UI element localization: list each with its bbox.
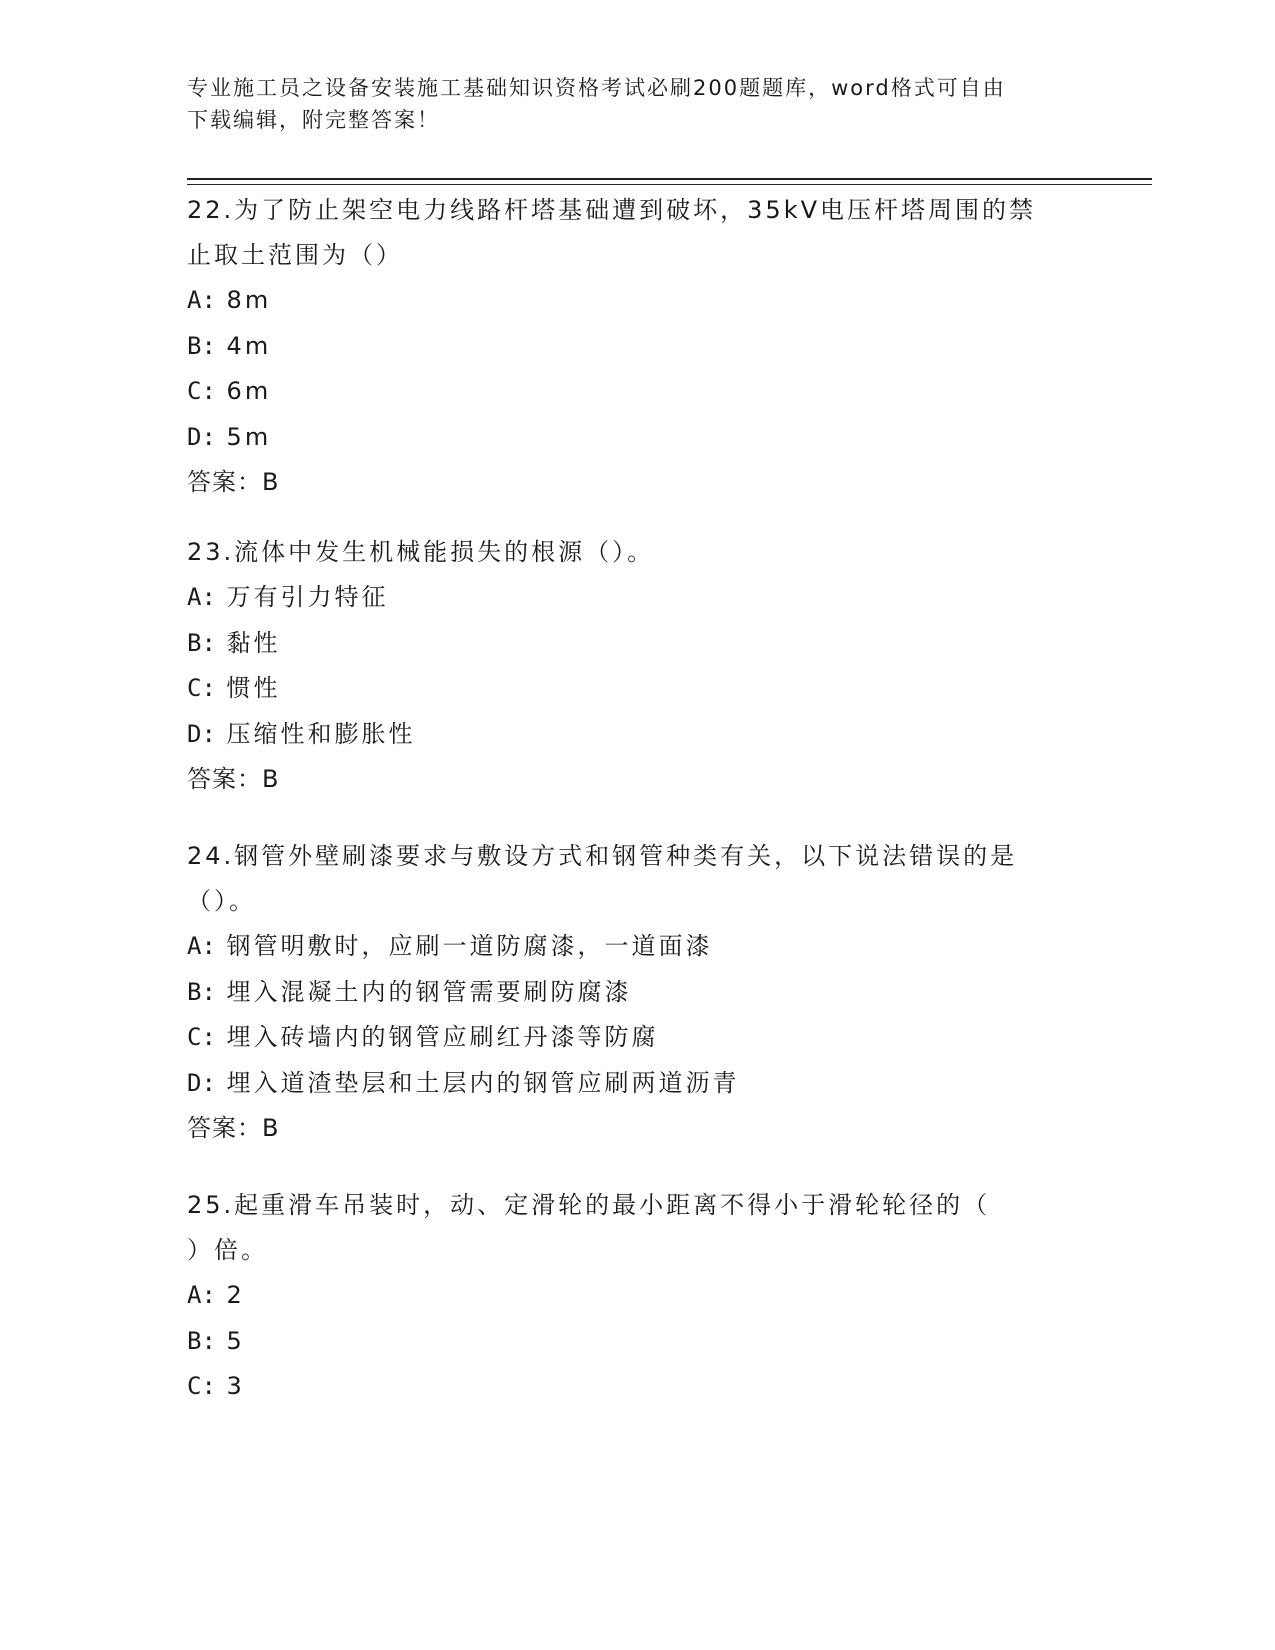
option-a — [187, 924, 1087, 970]
question-22 — [187, 188, 1087, 505]
question-stem-line-2: （）。 — [187, 887, 256, 915]
option-text: 钢管明敷时，应刷一道防腐漆，一道面漆 — [226, 932, 713, 960]
header-divider-thick — [187, 178, 1152, 180]
option-label: D: — [187, 422, 216, 451]
option-label: C: — [187, 1372, 216, 1400]
question-stem-line-1: 25.起重滑车吊装时，动、定滑轮的最小距离不得小于滑轮轮径的（ — [187, 1191, 991, 1219]
question-23 — [187, 530, 1087, 802]
answer-line: 答案：B — [187, 765, 280, 793]
option-label: C: — [187, 377, 216, 405]
option-text: 埋入混凝土内的钢管需要刷防腐漆 — [226, 977, 632, 1006]
option-text: 4m — [226, 331, 272, 360]
option-text: 3 — [226, 1372, 245, 1400]
option-label: B: — [187, 331, 216, 360]
option-b — [187, 1319, 1087, 1365]
option-text: 6m — [226, 377, 272, 405]
option-text: 压缩性和膨胀性 — [226, 719, 416, 748]
option-label: C: — [187, 1023, 216, 1051]
option-label: A: — [187, 286, 216, 314]
question-stem-line-2: 止取土范围为（） — [187, 241, 403, 269]
option-c — [187, 666, 1087, 712]
answer-line: 答案：B — [187, 468, 280, 496]
document-header — [187, 72, 1087, 136]
option-text: 5 — [226, 1326, 245, 1355]
option-a — [187, 278, 1087, 324]
option-label: B: — [187, 977, 216, 1006]
option-label: D: — [187, 719, 216, 748]
question-stem-line-1: 24.钢管外壁刷漆要求与敷设方式和钢管种类有关，以下说法错误的是 — [187, 842, 1018, 870]
option-d — [187, 1061, 1087, 1107]
option-d — [187, 712, 1087, 758]
answer-line: 答案：B — [187, 1114, 280, 1142]
option-b — [187, 970, 1087, 1016]
option-label: C: — [187, 674, 216, 702]
option-text: 2 — [226, 1281, 245, 1309]
option-b — [187, 324, 1087, 370]
option-c — [187, 1015, 1087, 1061]
question-stem-line-1: 22.为了防止架空电力线路杆塔基础遭到破坏，35kV电压杆塔周围的禁 — [187, 196, 1037, 224]
option-text: 万有引力特征 — [226, 583, 389, 611]
option-label: B: — [187, 1326, 216, 1355]
option-label: D: — [187, 1068, 216, 1097]
option-c — [187, 1364, 1087, 1410]
question-stem-line-1: 23.流体中发生机械能损失的根源（）。 — [187, 538, 655, 566]
option-d — [187, 415, 1087, 461]
header-line-2: 下载编辑，附完整答案！ — [187, 108, 440, 132]
question-24 — [187, 834, 1087, 1151]
option-text: 埋入砖墙内的钢管应刷红丹漆等防腐 — [226, 1023, 659, 1051]
option-b — [187, 621, 1087, 667]
option-text: 惯性 — [226, 674, 281, 702]
option-text: 8m — [226, 286, 272, 314]
option-label: B: — [187, 628, 216, 657]
option-label: A: — [187, 1281, 216, 1309]
option-c — [187, 369, 1087, 415]
option-label: A: — [187, 932, 216, 960]
option-text: 埋入道渣垫层和土层内的钢管应刷两道沥青 — [226, 1068, 740, 1097]
option-text: 5m — [226, 422, 272, 451]
option-a — [187, 575, 1087, 621]
question-stem-line-2: ）倍。 — [187, 1236, 268, 1264]
header-line-1: 专业施工员之设备安装施工基础知识资格考试必刷200题题库，word格式可自由 — [187, 76, 1006, 100]
question-25 — [187, 1183, 1087, 1410]
option-text: 黏性 — [226, 628, 281, 657]
option-a — [187, 1273, 1087, 1319]
header-divider-thin — [187, 184, 1152, 185]
option-label: A: — [187, 583, 216, 611]
